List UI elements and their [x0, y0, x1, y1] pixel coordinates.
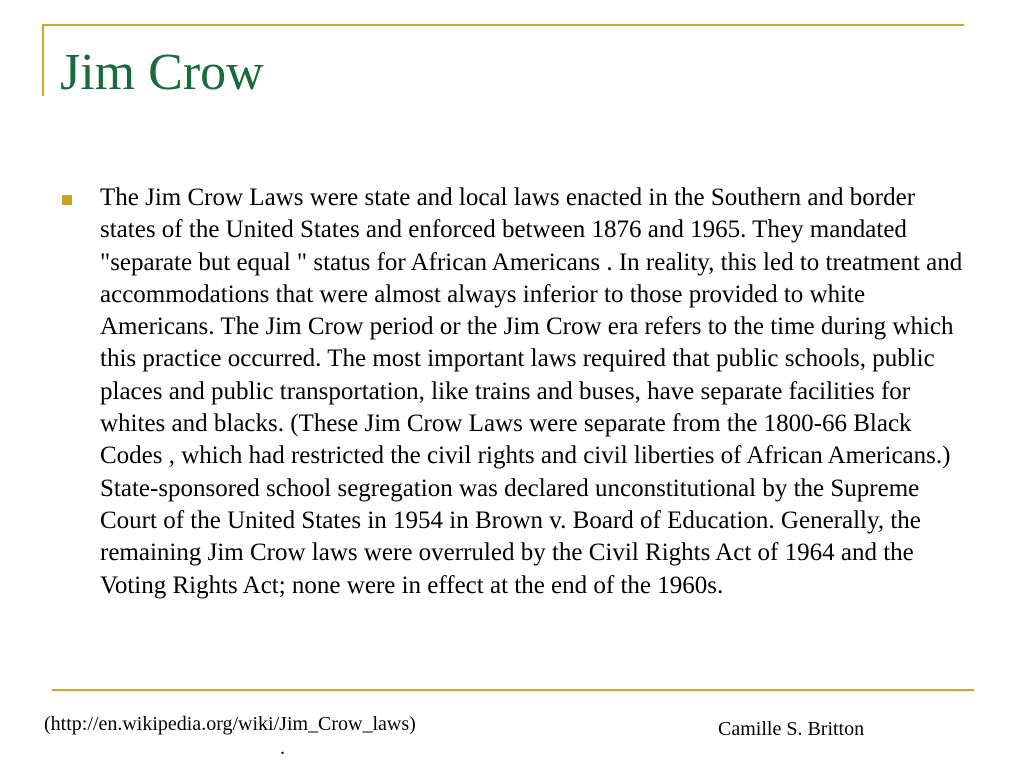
source-citation: (http://en.wikipedia.org/wiki/Jim_Crow_laws) [44, 713, 416, 735]
square-bullet-icon [62, 195, 72, 205]
slide-title: Jim Crow [60, 44, 264, 101]
bullet-text: The Jim Crow Laws were state and local laws enacted in the Southern and border states of the United States and enforced between 1876 and 1965. They mandated "separate but equal " status for African Americans . In reality, this led to treatment and accommodations that were almost always inferior to those provided to white Americans. The Jim Crow period or the Jim Crow era refers to the time during which this practice occurred. The most important laws required that public schools, public places and public transportation, like trains and buses, have separate facilities for whites and blacks. (These Jim Crow Laws were separate from the 1800-66 Black Codes , which had restricted the civil rights and civil liberties of African Americans.) State-sponsored school segregation was declared unconstitutional by the Supreme Court of the United States in 1954 in Brown v. Board of Education. Generally, the remaining Jim Crow laws were overruled by the Civil Rights Act of 1964 and the Voting Rights Act; none were in effect at the end of the 1960s. [100, 184, 963, 599]
author-name: Camille S. Britton [718, 718, 865, 740]
footer-divider [52, 689, 974, 691]
title-frame-top-rule [42, 24, 964, 26]
footer-dot: . [280, 737, 285, 759]
title-frame-left-rule [42, 24, 44, 96]
